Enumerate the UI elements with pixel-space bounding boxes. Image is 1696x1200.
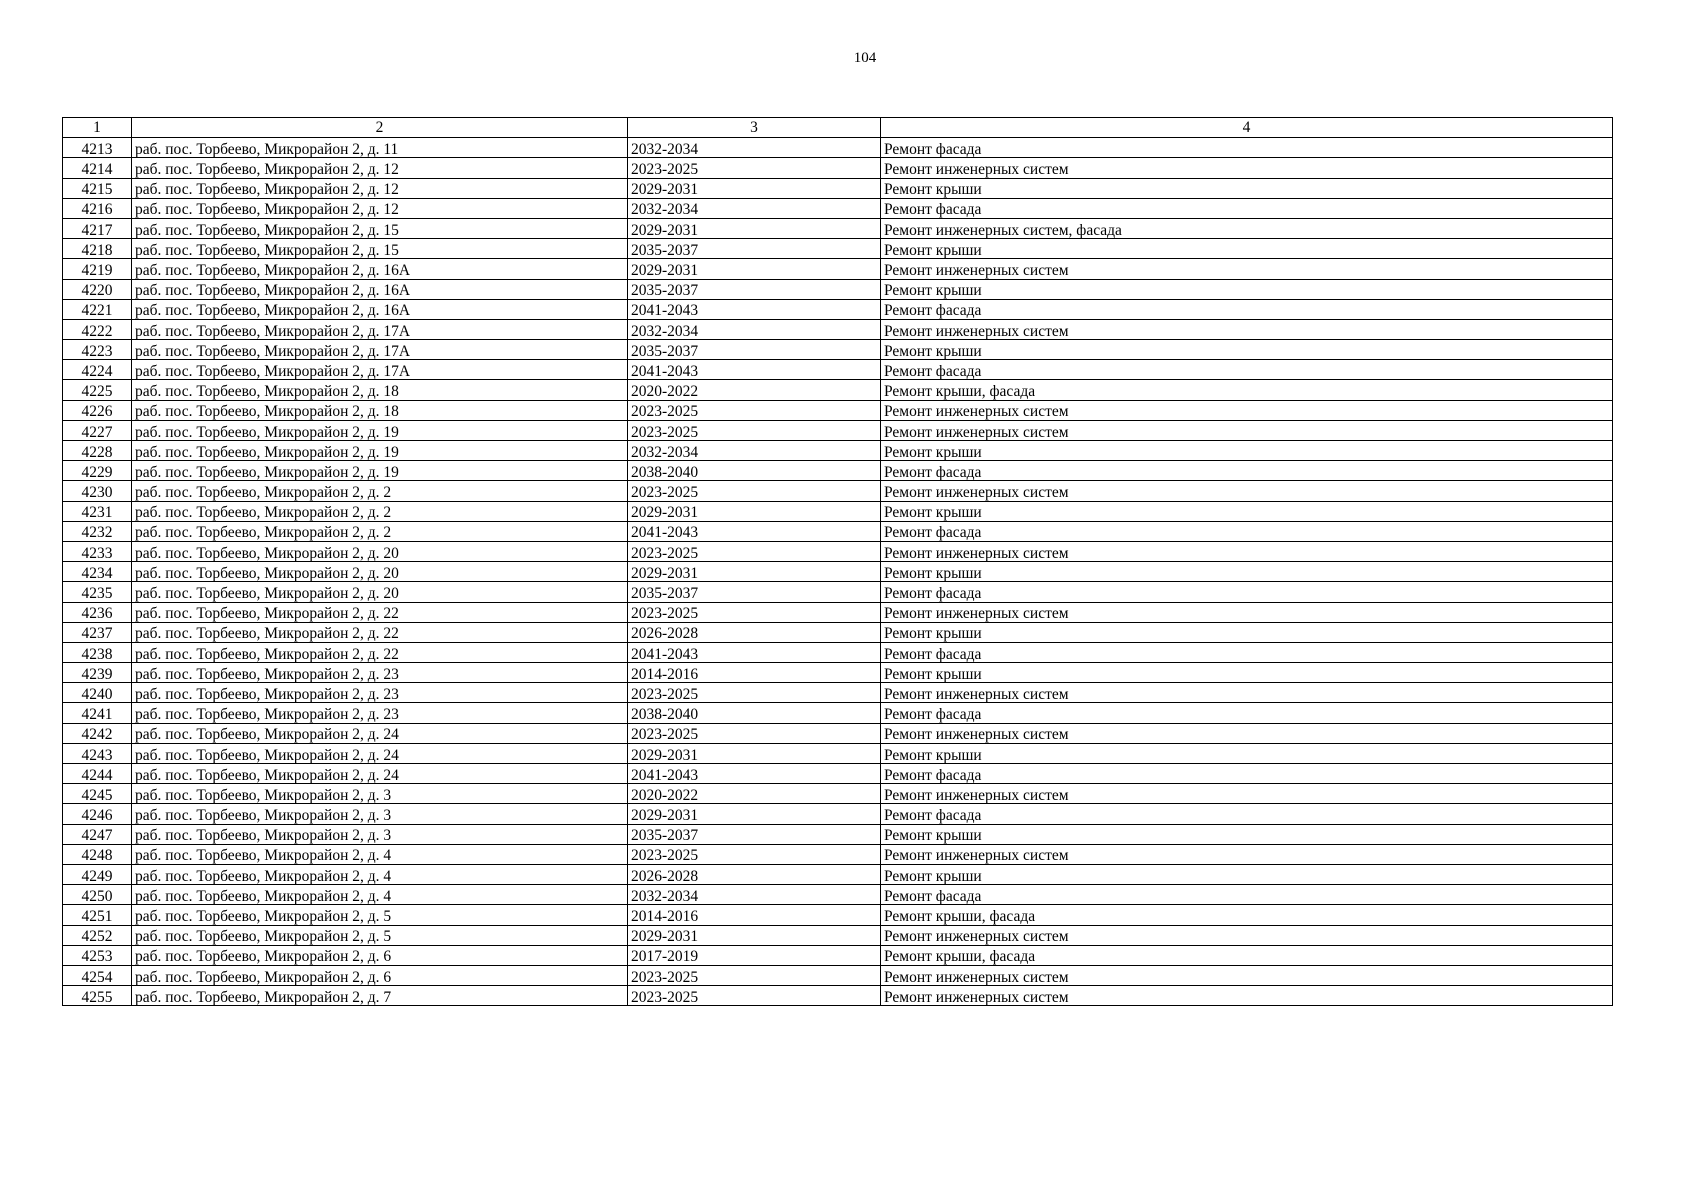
period-cell: 2032-2034 bbox=[628, 885, 881, 905]
address-cell: раб. пос. Торбеево, Микрорайон 2, д. 19 bbox=[132, 420, 628, 440]
work-type-cell: Ремонт инженерных систем bbox=[881, 158, 1613, 178]
work-type-cell: Ремонт инженерных систем bbox=[881, 400, 1613, 420]
row-number-cell: 4243 bbox=[63, 743, 132, 763]
table-row bbox=[63, 844, 1613, 864]
table-row bbox=[63, 622, 1613, 642]
table-row bbox=[63, 582, 1613, 602]
work-type-cell: Ремонт инженерных систем bbox=[881, 259, 1613, 279]
period-cell: 2032-2034 bbox=[628, 441, 881, 461]
work-type-cell: Ремонт инженерных систем bbox=[881, 481, 1613, 501]
table-row bbox=[63, 360, 1613, 380]
row-number-cell: 4255 bbox=[63, 986, 132, 1006]
work-type-cell: Ремонт инженерных систем bbox=[881, 319, 1613, 339]
row-number-cell: 4234 bbox=[63, 562, 132, 582]
table-row bbox=[63, 501, 1613, 521]
row-number-cell: 4216 bbox=[63, 198, 132, 218]
table-row bbox=[63, 663, 1613, 683]
table-row bbox=[63, 299, 1613, 319]
row-number-cell: 4239 bbox=[63, 663, 132, 683]
table-row bbox=[63, 743, 1613, 763]
address-cell: раб. пос. Торбеево, Микрорайон 2, д. 17А bbox=[132, 319, 628, 339]
address-cell: раб. пос. Торбеево, Микрорайон 2, д. 2 bbox=[132, 521, 628, 541]
work-type-cell: Ремонт крыши bbox=[881, 622, 1613, 642]
address-cell: раб. пос. Торбеево, Микрорайон 2, д. 20 bbox=[132, 541, 628, 561]
table-row bbox=[63, 703, 1613, 723]
address-cell: раб. пос. Торбеево, Микрорайон 2, д. 16А bbox=[132, 299, 628, 319]
row-number-cell: 4227 bbox=[63, 420, 132, 440]
address-cell: раб. пос. Торбеево, Микрорайон 2, д. 22 bbox=[132, 642, 628, 662]
page-number: 104 bbox=[853, 50, 877, 66]
row-number-cell: 4218 bbox=[63, 239, 132, 259]
address-cell: раб. пос. Торбеево, Микрорайон 2, д. 4 bbox=[132, 844, 628, 864]
period-cell: 2029-2031 bbox=[628, 259, 881, 279]
period-cell: 2041-2043 bbox=[628, 642, 881, 662]
period-cell: 2035-2037 bbox=[628, 824, 881, 844]
table-row bbox=[63, 521, 1613, 541]
row-number-cell: 4215 bbox=[63, 178, 132, 198]
table-header bbox=[63, 118, 1613, 138]
address-cell: раб. пос. Торбеево, Микрорайон 2, д. 18 bbox=[132, 380, 628, 400]
row-number-cell: 4219 bbox=[63, 259, 132, 279]
column-header-1: 1 bbox=[63, 118, 132, 138]
row-number-cell: 4245 bbox=[63, 784, 132, 804]
table-row bbox=[63, 380, 1613, 400]
work-type-cell: Ремонт фасада bbox=[881, 804, 1613, 824]
row-number-cell: 4224 bbox=[63, 360, 132, 380]
work-type-cell: Ремонт фасада bbox=[881, 299, 1613, 319]
row-number-cell: 4229 bbox=[63, 461, 132, 481]
period-cell: 2023-2025 bbox=[628, 723, 881, 743]
table-row bbox=[63, 864, 1613, 884]
table-row bbox=[63, 945, 1613, 965]
address-cell: раб. пос. Торбеево, Микрорайон 2, д. 4 bbox=[132, 885, 628, 905]
period-cell: 2029-2031 bbox=[628, 804, 881, 824]
work-type-cell: Ремонт инженерных систем bbox=[881, 844, 1613, 864]
address-cell: раб. пос. Торбеево, Микрорайон 2, д. 11 bbox=[132, 138, 628, 158]
table-row bbox=[63, 461, 1613, 481]
row-number-cell: 4226 bbox=[63, 400, 132, 420]
address-cell: раб. пос. Торбеево, Микрорайон 2, д. 16А bbox=[132, 259, 628, 279]
address-cell: раб. пос. Торбеево, Микрорайон 2, д. 7 bbox=[132, 986, 628, 1006]
table-row bbox=[63, 784, 1613, 804]
period-cell: 2020-2022 bbox=[628, 380, 881, 400]
address-cell: раб. пос. Торбеево, Микрорайон 2, д. 24 bbox=[132, 723, 628, 743]
table-row bbox=[63, 602, 1613, 622]
table-row bbox=[63, 642, 1613, 662]
period-cell: 2032-2034 bbox=[628, 319, 881, 339]
table-row bbox=[63, 562, 1613, 582]
work-type-cell: Ремонт фасада bbox=[881, 461, 1613, 481]
column-header-3: 3 bbox=[628, 118, 881, 138]
period-cell: 2029-2031 bbox=[628, 178, 881, 198]
work-type-cell: Ремонт инженерных систем bbox=[881, 965, 1613, 985]
row-number-cell: 4250 bbox=[63, 885, 132, 905]
address-cell: раб. пос. Торбеево, Микрорайон 2, д. 15 bbox=[132, 218, 628, 238]
period-cell: 2032-2034 bbox=[628, 198, 881, 218]
address-cell: раб. пос. Торбеево, Микрорайон 2, д. 20 bbox=[132, 562, 628, 582]
row-number-cell: 4221 bbox=[63, 299, 132, 319]
period-cell: 2032-2034 bbox=[628, 138, 881, 158]
work-type-cell: Ремонт крыши bbox=[881, 340, 1613, 360]
work-type-cell: Ремонт крыши bbox=[881, 864, 1613, 884]
period-cell: 2026-2028 bbox=[628, 864, 881, 884]
table-row bbox=[63, 198, 1613, 218]
row-number-cell: 4235 bbox=[63, 582, 132, 602]
row-number-cell: 4253 bbox=[63, 945, 132, 965]
address-cell: раб. пос. Торбеево, Микрорайон 2, д. 20 bbox=[132, 582, 628, 602]
period-cell: 2029-2031 bbox=[628, 743, 881, 763]
table-row bbox=[63, 723, 1613, 743]
row-number-cell: 4232 bbox=[63, 521, 132, 541]
address-cell: раб. пос. Торбеево, Микрорайон 2, д. 4 bbox=[132, 864, 628, 884]
row-number-cell: 4220 bbox=[63, 279, 132, 299]
row-number-cell: 4241 bbox=[63, 703, 132, 723]
address-cell: раб. пос. Торбеево, Микрорайон 2, д. 12 bbox=[132, 178, 628, 198]
work-type-cell: Ремонт крыши, фасада bbox=[881, 945, 1613, 965]
period-cell: 2035-2037 bbox=[628, 279, 881, 299]
period-cell: 2014-2016 bbox=[628, 905, 881, 925]
row-number-cell: 4244 bbox=[63, 764, 132, 784]
address-cell: раб. пос. Торбеево, Микрорайон 2, д. 23 bbox=[132, 683, 628, 703]
address-cell: раб. пос. Торбеево, Микрорайон 2, д. 18 bbox=[132, 400, 628, 420]
table-row bbox=[63, 965, 1613, 985]
period-cell: 2023-2025 bbox=[628, 158, 881, 178]
table-row bbox=[63, 683, 1613, 703]
work-type-cell: Ремонт инженерных систем, фасада bbox=[881, 218, 1613, 238]
work-type-cell: Ремонт инженерных систем bbox=[881, 925, 1613, 945]
row-number-cell: 4228 bbox=[63, 441, 132, 461]
row-number-cell: 4225 bbox=[63, 380, 132, 400]
work-type-cell: Ремонт крыши bbox=[881, 239, 1613, 259]
table-row bbox=[63, 420, 1613, 440]
work-type-cell: Ремонт крыши, фасада bbox=[881, 905, 1613, 925]
table-body bbox=[63, 138, 1613, 1006]
row-number-cell: 4238 bbox=[63, 642, 132, 662]
row-number-cell: 4230 bbox=[63, 481, 132, 501]
address-cell: раб. пос. Торбеево, Микрорайон 2, д. 16А bbox=[132, 279, 628, 299]
period-cell: 2041-2043 bbox=[628, 360, 881, 380]
period-cell: 2035-2037 bbox=[628, 340, 881, 360]
work-type-cell: Ремонт крыши bbox=[881, 663, 1613, 683]
period-cell: 2029-2031 bbox=[628, 218, 881, 238]
period-cell: 2035-2037 bbox=[628, 582, 881, 602]
address-cell: раб. пос. Торбеево, Микрорайон 2, д. 3 bbox=[132, 784, 628, 804]
address-cell: раб. пос. Торбеево, Микрорайон 2, д. 6 bbox=[132, 965, 628, 985]
address-cell: раб. пос. Торбеево, Микрорайон 2, д. 12 bbox=[132, 198, 628, 218]
address-cell: раб. пос. Торбеево, Микрорайон 2, д. 3 bbox=[132, 824, 628, 844]
table-row bbox=[63, 319, 1613, 339]
table-row bbox=[63, 400, 1613, 420]
address-cell: раб. пос. Торбеево, Микрорайон 2, д. 3 bbox=[132, 804, 628, 824]
row-number-cell: 4213 bbox=[63, 138, 132, 158]
work-type-cell: Ремонт инженерных систем bbox=[881, 784, 1613, 804]
address-cell: раб. пос. Торбеево, Микрорайон 2, д. 24 bbox=[132, 743, 628, 763]
table-row bbox=[63, 239, 1613, 259]
work-type-cell: Ремонт фасада bbox=[881, 521, 1613, 541]
address-cell: раб. пос. Торбеево, Микрорайон 2, д. 2 bbox=[132, 501, 628, 521]
period-cell: 2038-2040 bbox=[628, 461, 881, 481]
work-type-cell: Ремонт фасада bbox=[881, 582, 1613, 602]
period-cell: 2029-2031 bbox=[628, 562, 881, 582]
table-row bbox=[63, 541, 1613, 561]
period-cell: 2023-2025 bbox=[628, 683, 881, 703]
table-row bbox=[63, 986, 1613, 1006]
work-type-cell: Ремонт крыши, фасада bbox=[881, 380, 1613, 400]
table-row bbox=[63, 764, 1613, 784]
row-number-cell: 4217 bbox=[63, 218, 132, 238]
work-type-cell: Ремонт фасада bbox=[881, 642, 1613, 662]
address-cell: раб. пос. Торбеево, Микрорайон 2, д. 5 bbox=[132, 925, 628, 945]
column-header-4: 4 bbox=[881, 118, 1613, 138]
table-row bbox=[63, 178, 1613, 198]
address-cell: раб. пос. Торбеево, Микрорайон 2, д. 22 bbox=[132, 622, 628, 642]
row-number-cell: 4248 bbox=[63, 844, 132, 864]
work-type-cell: Ремонт инженерных систем bbox=[881, 420, 1613, 440]
period-cell: 2029-2031 bbox=[628, 501, 881, 521]
period-cell: 2020-2022 bbox=[628, 784, 881, 804]
table-row bbox=[63, 925, 1613, 945]
work-type-cell: Ремонт крыши bbox=[881, 178, 1613, 198]
row-number-cell: 4240 bbox=[63, 683, 132, 703]
table-row bbox=[63, 804, 1613, 824]
period-cell: 2023-2025 bbox=[628, 965, 881, 985]
period-cell: 2029-2031 bbox=[628, 925, 881, 945]
address-cell: раб. пос. Торбеево, Микрорайон 2, д. 22 bbox=[132, 602, 628, 622]
period-cell: 2023-2025 bbox=[628, 481, 881, 501]
table-row bbox=[63, 259, 1613, 279]
address-cell: раб. пос. Торбеево, Микрорайон 2, д. 12 bbox=[132, 158, 628, 178]
table-row bbox=[63, 218, 1613, 238]
table-row bbox=[63, 481, 1613, 501]
period-cell: 2023-2025 bbox=[628, 400, 881, 420]
address-cell: раб. пос. Торбеево, Микрорайон 2, д. 19 bbox=[132, 461, 628, 481]
repair-schedule-table bbox=[62, 117, 1613, 1006]
table-row bbox=[63, 138, 1613, 158]
period-cell: 2023-2025 bbox=[628, 844, 881, 864]
period-cell: 2014-2016 bbox=[628, 663, 881, 683]
address-cell: раб. пос. Торбеево, Микрорайон 2, д. 15 bbox=[132, 239, 628, 259]
work-type-cell: Ремонт инженерных систем bbox=[881, 683, 1613, 703]
work-type-cell: Ремонт фасада bbox=[881, 703, 1613, 723]
work-type-cell: Ремонт крыши bbox=[881, 279, 1613, 299]
work-type-cell: Ремонт инженерных систем bbox=[881, 986, 1613, 1006]
address-cell: раб. пос. Торбеево, Микрорайон 2, д. 17А bbox=[132, 360, 628, 380]
row-number-cell: 4214 bbox=[63, 158, 132, 178]
work-type-cell: Ремонт крыши bbox=[881, 562, 1613, 582]
row-number-cell: 4249 bbox=[63, 864, 132, 884]
period-cell: 2023-2025 bbox=[628, 541, 881, 561]
address-cell: раб. пос. Торбеево, Микрорайон 2, д. 23 bbox=[132, 703, 628, 723]
row-number-cell: 4251 bbox=[63, 905, 132, 925]
table-row bbox=[63, 279, 1613, 299]
period-cell: 2041-2043 bbox=[628, 521, 881, 541]
period-cell: 2038-2040 bbox=[628, 703, 881, 723]
work-type-cell: Ремонт фасада bbox=[881, 198, 1613, 218]
table-row bbox=[63, 340, 1613, 360]
work-type-cell: Ремонт инженерных систем bbox=[881, 723, 1613, 743]
work-type-cell: Ремонт крыши bbox=[881, 501, 1613, 521]
address-cell: раб. пос. Торбеево, Микрорайон 2, д. 19 bbox=[132, 441, 628, 461]
row-number-cell: 4252 bbox=[63, 925, 132, 945]
work-type-cell: Ремонт крыши bbox=[881, 824, 1613, 844]
header-row bbox=[63, 118, 1613, 138]
address-cell: раб. пос. Торбеево, Микрорайон 2, д. 2 bbox=[132, 481, 628, 501]
period-cell: 2023-2025 bbox=[628, 602, 881, 622]
address-cell: раб. пос. Торбеево, Микрорайон 2, д. 17А bbox=[132, 340, 628, 360]
address-cell: раб. пос. Торбеево, Микрорайон 2, д. 23 bbox=[132, 663, 628, 683]
row-number-cell: 4246 bbox=[63, 804, 132, 824]
period-cell: 2026-2028 bbox=[628, 622, 881, 642]
work-type-cell: Ремонт инженерных систем bbox=[881, 602, 1613, 622]
work-type-cell: Ремонт инженерных систем bbox=[881, 541, 1613, 561]
period-cell: 2023-2025 bbox=[628, 986, 881, 1006]
table-row bbox=[63, 824, 1613, 844]
row-number-cell: 4242 bbox=[63, 723, 132, 743]
period-cell: 2041-2043 bbox=[628, 764, 881, 784]
work-type-cell: Ремонт крыши bbox=[881, 441, 1613, 461]
column-header-2: 2 bbox=[132, 118, 628, 138]
work-type-cell: Ремонт фасада bbox=[881, 885, 1613, 905]
table-row bbox=[63, 905, 1613, 925]
address-cell: раб. пос. Торбеево, Микрорайон 2, д. 24 bbox=[132, 764, 628, 784]
row-number-cell: 4223 bbox=[63, 340, 132, 360]
row-number-cell: 4237 bbox=[63, 622, 132, 642]
row-number-cell: 4231 bbox=[63, 501, 132, 521]
row-number-cell: 4247 bbox=[63, 824, 132, 844]
period-cell: 2041-2043 bbox=[628, 299, 881, 319]
row-number-cell: 4233 bbox=[63, 541, 132, 561]
row-number-cell: 4236 bbox=[63, 602, 132, 622]
address-cell: раб. пос. Торбеево, Микрорайон 2, д. 6 bbox=[132, 945, 628, 965]
table-row bbox=[63, 885, 1613, 905]
work-type-cell: Ремонт крыши bbox=[881, 743, 1613, 763]
work-type-cell: Ремонт фасада bbox=[881, 360, 1613, 380]
row-number-cell: 4222 bbox=[63, 319, 132, 339]
work-type-cell: Ремонт фасада bbox=[881, 764, 1613, 784]
table-row bbox=[63, 441, 1613, 461]
period-cell: 2023-2025 bbox=[628, 420, 881, 440]
table-row bbox=[63, 158, 1613, 178]
row-number-cell: 4254 bbox=[63, 965, 132, 985]
address-cell: раб. пос. Торбеево, Микрорайон 2, д. 5 bbox=[132, 905, 628, 925]
period-cell: 2035-2037 bbox=[628, 239, 881, 259]
period-cell: 2017-2019 bbox=[628, 945, 881, 965]
work-type-cell: Ремонт фасада bbox=[881, 138, 1613, 158]
